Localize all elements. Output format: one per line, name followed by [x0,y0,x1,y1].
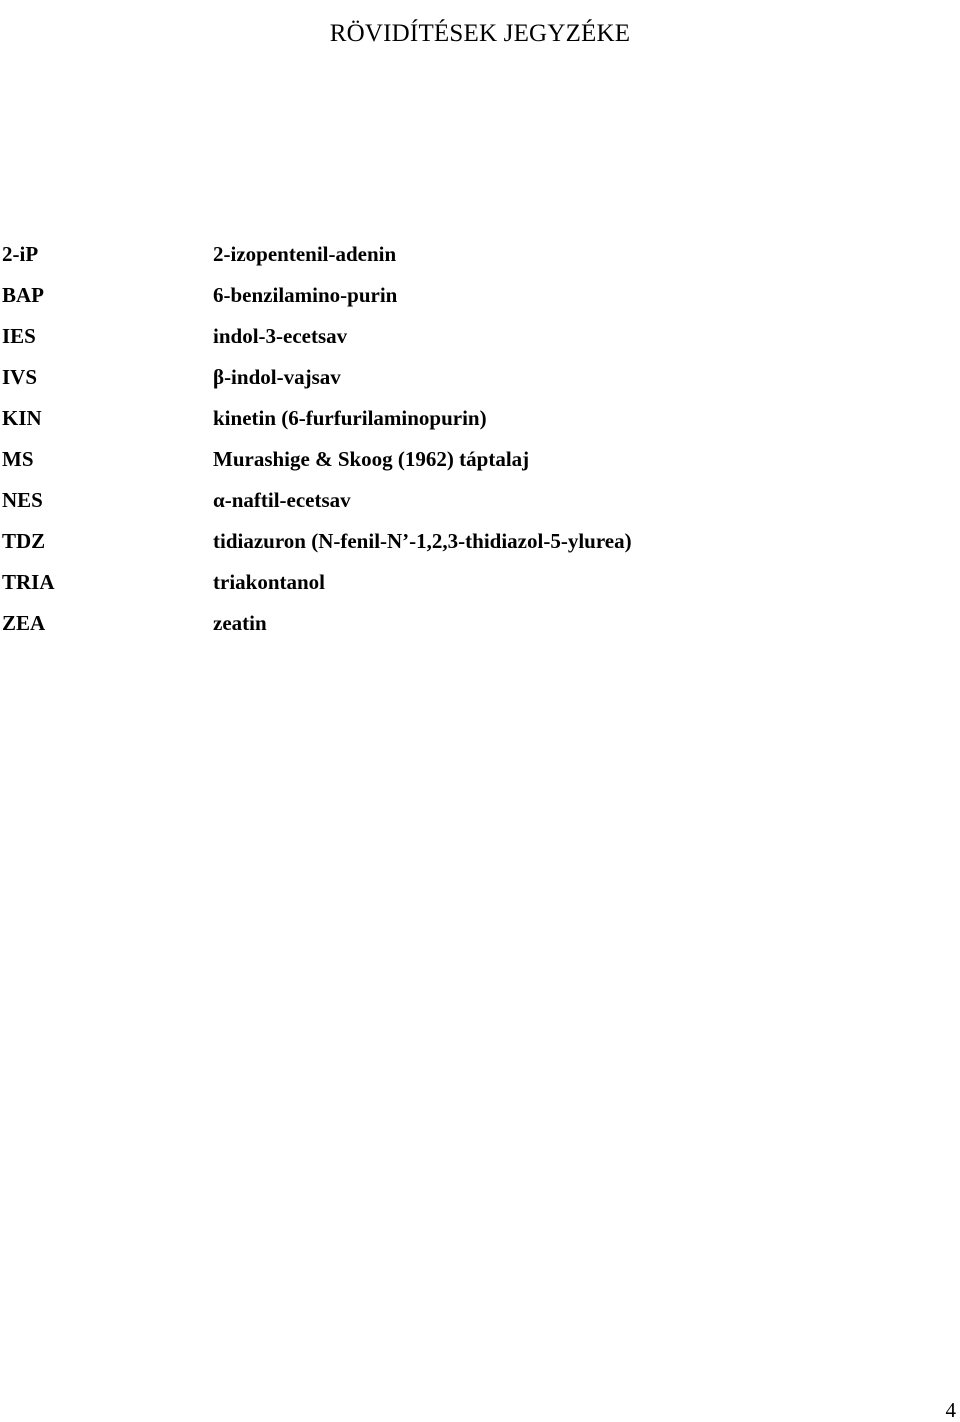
abbreviation-code: IES [2,324,36,348]
abbreviation-row [0,526,960,567]
abbreviation-code: IVS [2,365,38,389]
abbreviation-row [0,567,960,608]
abbreviation-code: 2-iP [2,242,39,266]
abbreviation-row [0,403,960,444]
abbreviation-row [0,485,960,526]
abbreviation-code: BAP [2,283,44,307]
abbreviation-definition: α-naftil-ecetsav [213,488,351,512]
abbreviation-definition: Murashige & Skoog (1962) táptalaj [213,447,530,471]
abbreviation-row [0,239,960,280]
abbreviation-row [0,608,960,649]
abbreviation-definition: indol-3-ecetsav [213,324,348,348]
abbreviation-row [0,321,960,362]
abbreviation-definition: zeatin [213,611,267,635]
abbreviation-code: MS [2,447,34,471]
abbreviation-definition: tidiazuron (N-fenil-N’-1,2,3-thidiazol-5-ylurea) [213,529,632,553]
abbreviation-definition: 6-benzilamino-purin [213,283,398,307]
abbreviation-row [0,444,960,485]
abbreviation-row [0,280,960,321]
abbreviation-code: KIN [2,406,42,430]
abbreviation-row [0,362,960,403]
page-number: 4 [945,1398,956,1422]
abbreviation-code: ZEA [2,611,46,635]
abbreviation-list [0,239,960,649]
abbreviation-definition: 2-izopentenil-adenin [213,242,397,266]
abbreviation-code: NES [2,488,43,512]
page-title: RÖVIDÍTÉSEK JEGYZÉKE [329,19,631,47]
abbreviation-definition: triakontanol [213,570,326,594]
abbreviation-code: TRIA [2,570,55,594]
abbreviation-definition: β-indol-vajsav [213,365,341,389]
abbreviation-definition: kinetin (6-furfurilaminopurin) [213,406,487,430]
abbreviation-code: TDZ [2,529,46,553]
